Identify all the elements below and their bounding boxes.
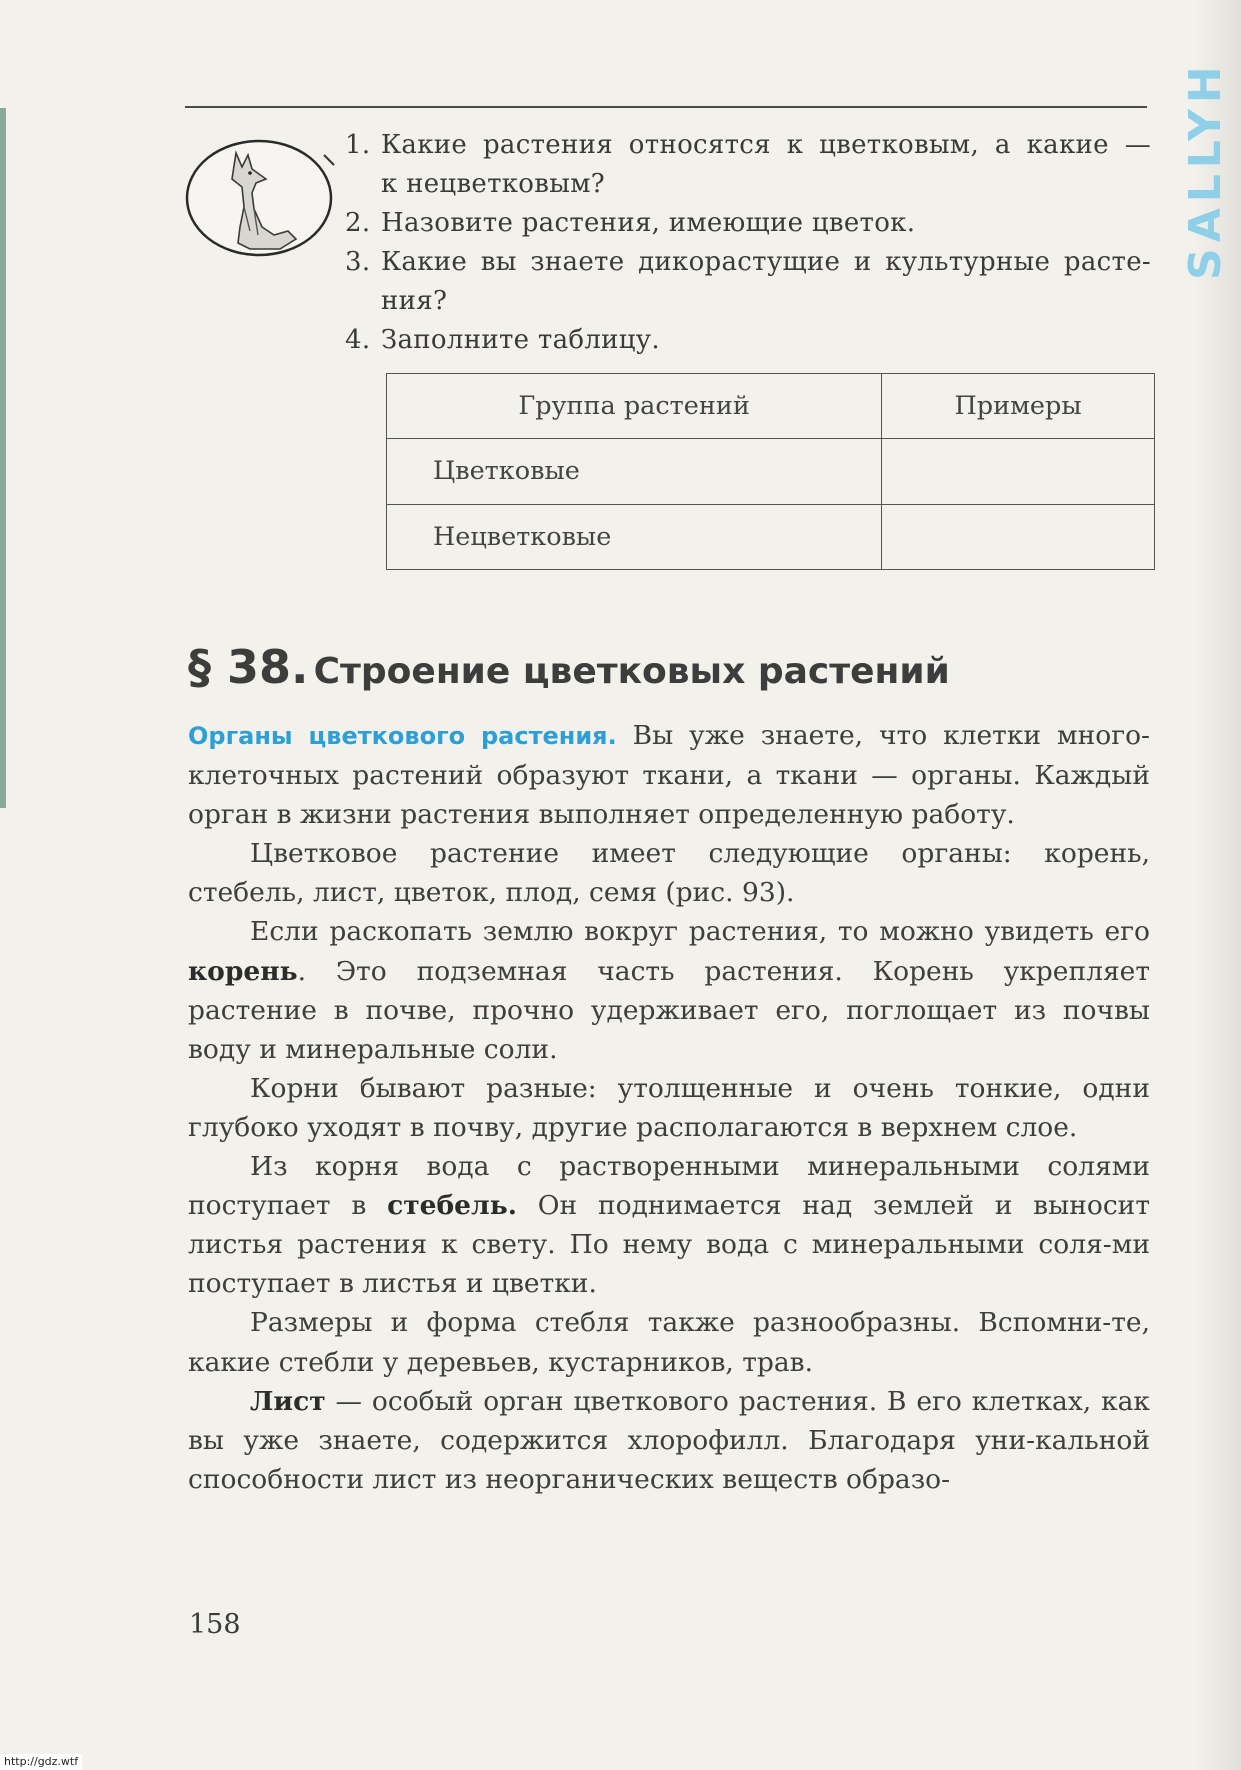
table-cell-group: Цветковые: [387, 439, 882, 504]
question-text: Какие растения относятся к цветковым, а какие —: [381, 130, 1151, 160]
section-number: § 38.: [188, 640, 309, 694]
top-rule: [185, 106, 1147, 108]
term-leaf: Лист: [250, 1385, 326, 1417]
paragraph: Корни бывают разные: утолщенные и очень тонкие, одни глубоко уходят в почву, другие располагаются в верхнем слое.: [188, 1072, 1150, 1143]
question-line: [345, 321, 1151, 360]
question-line: [345, 126, 1151, 165]
section-heading: [188, 640, 950, 694]
paragraph: [188, 1147, 1150, 1303]
paragraph-text: Вы уже знаете, что клетки много-клеточных растений образуют ткани, а ткани — органы. Каждый орган в жизни растения выполняет определенную работу.: [188, 720, 1151, 831]
table-header-group: Группа растений: [387, 374, 882, 439]
paragraph-text: . Это подземная часть растения. Корень укрепляет растение в почве, прочно удерживает его, поглощает из почвы воду и минеральные соли.: [188, 955, 1150, 1065]
gutter-strip: [0, 108, 6, 808]
question-text: к нецветковым?: [381, 169, 605, 199]
table-row: [387, 504, 1155, 569]
term-root: корень: [188, 955, 298, 987]
fox-emblem-icon: [184, 135, 344, 263]
paragraph-text: Если раскопать землю вокруг растения, то можно увидеть его: [250, 916, 1150, 948]
question-number: 4.: [345, 325, 371, 355]
question-text: Назовите растения, имеющие цветок.: [381, 208, 916, 238]
paragraph-text: — особый орган цветкового растения. В его клетках, как вы уже знаете, содержится хлорофилл. Благодаря уни-кальной способности лист из неорганических веществ образо-: [188, 1385, 1150, 1495]
body-text: [188, 716, 1150, 1499]
plant-groups-table: [386, 373, 1155, 570]
question-line: [345, 204, 1151, 243]
subheading: Органы цветкового растения.: [188, 722, 617, 750]
paragraph: [188, 716, 1150, 834]
question-line: [345, 243, 1151, 282]
paragraph-text: Из корня вода с растворенными минеральными солями поступает в: [188, 1151, 1150, 1222]
question-number: [345, 282, 381, 321]
question-line: [345, 282, 1151, 321]
question-number: 3.: [345, 247, 371, 277]
paragraph: Цветковое растение имеет следующие органы: корень, стебель, лист, цветок, плод, семя (рис. 93).: [188, 838, 1150, 909]
paragraph: Размеры и форма стебля также разнообразны. Вспомни-те, какие стебли у деревьев, кустарников, трав.: [188, 1307, 1150, 1378]
term-stem: стебель.: [387, 1190, 517, 1222]
table-cell-examples: [882, 439, 1155, 504]
question-line: [345, 165, 1151, 204]
question-number: [345, 165, 381, 204]
table-header-examples: Примеры: [882, 374, 1155, 439]
question-text: Какие вы знаете дикорастущие и культурные расте-: [381, 247, 1151, 277]
table-row: [387, 439, 1155, 504]
table-header-row: [387, 374, 1155, 439]
review-questions: [345, 126, 1151, 360]
section-title: Строение цветковых растений: [313, 651, 950, 692]
side-tab-watermark: [1175, 15, 1235, 290]
paragraph-text: Он поднимается над землей и выносит листья растения к свету. По нему вода с минеральными соля-ми поступает в листья и цветки.: [188, 1190, 1150, 1300]
page-number: 158: [189, 1609, 241, 1640]
paragraph: [188, 1382, 1150, 1499]
question-text: ния?: [381, 286, 448, 316]
svg-text:SALLYH: SALLYH: [1180, 60, 1231, 280]
question-number: 2.: [345, 208, 371, 238]
table-cell-group: Нецветковые: [387, 504, 882, 569]
question-number: 1.: [345, 130, 371, 160]
paragraph: [188, 912, 1150, 1068]
table-cell-examples: [882, 504, 1155, 569]
source-url-link[interactable]: http://gdz.wtf: [0, 1754, 82, 1770]
question-text: Заполните таблицу.: [381, 325, 660, 355]
